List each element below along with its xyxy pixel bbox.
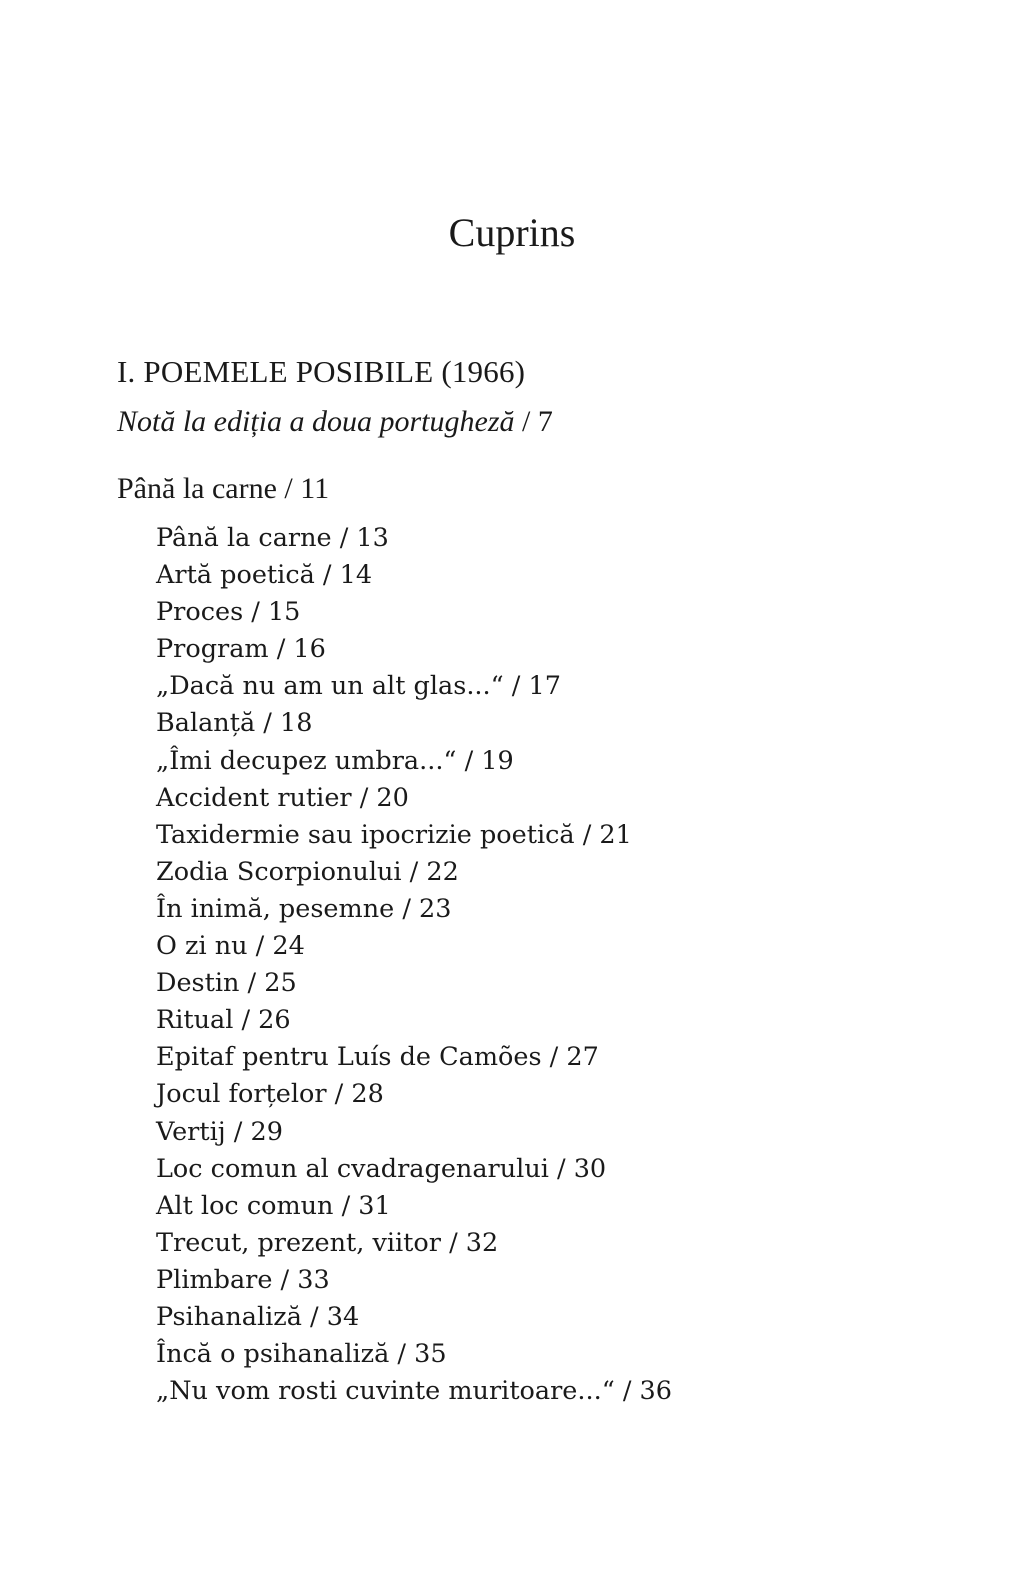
toc-entry: Ritual / 26 bbox=[156, 1005, 291, 1036]
toc-entry: Artă poetică / 14 bbox=[156, 560, 373, 591]
toc-entry: Încă o psihanaliză / 35 bbox=[156, 1339, 447, 1370]
toc-entry: Program / 16 bbox=[156, 634, 326, 665]
toc-entry: Plimbare / 33 bbox=[156, 1264, 330, 1295]
editorial-note-separator: / bbox=[514, 405, 538, 438]
toc-entry: Destin / 25 bbox=[156, 968, 297, 999]
toc-entry: Jocul forțelor / 28 bbox=[156, 1079, 384, 1110]
editorial-note-entry bbox=[117, 402, 553, 442]
toc-entry: Balanță / 18 bbox=[156, 708, 313, 739]
toc-entry: Accident rutier / 20 bbox=[156, 782, 409, 813]
toc-entry: Taxidermie sau ipocrizie poetică / 21 bbox=[156, 819, 632, 850]
toc-entry: Zodia Scorpionului / 22 bbox=[156, 856, 459, 887]
toc-entry: „Dacă nu am un alt glas...“ / 17 bbox=[156, 671, 561, 702]
toc-entry: Trecut, prezent, viitor / 32 bbox=[156, 1227, 499, 1258]
toc-entry: Epitaf pentru Luís de Camões / 27 bbox=[156, 1042, 599, 1073]
editorial-note-label: Notă la ediția a doua portugheză bbox=[117, 405, 515, 438]
toc-entry: Alt loc comun / 31 bbox=[156, 1190, 391, 1221]
editorial-note-page: 7 bbox=[537, 405, 553, 438]
page-title: Cuprins bbox=[448, 210, 576, 255]
toc-entry: În inimă, pesemne / 23 bbox=[156, 893, 452, 924]
toc-entry-list bbox=[156, 520, 672, 1410]
part-heading: Până la carne / 11 bbox=[117, 472, 330, 505]
toc-entry: Psihanaliză / 34 bbox=[156, 1301, 360, 1332]
toc-entry: „Îmi decupez umbra...“ / 19 bbox=[156, 745, 514, 776]
toc-entry: Vertij / 29 bbox=[156, 1116, 283, 1147]
toc-entry: O zi nu / 24 bbox=[156, 931, 305, 962]
toc-entry: Până la carne / 13 bbox=[156, 523, 389, 553]
toc-entry: Proces / 15 bbox=[156, 597, 301, 628]
toc-entry: „Nu vom rosti cuvinte muritoare...“ / 36 bbox=[156, 1376, 673, 1407]
section-heading: I. POEMELE POSIBILE (1966) bbox=[117, 354, 526, 389]
toc-entry: Loc comun al cvadragenarului / 30 bbox=[156, 1153, 607, 1184]
